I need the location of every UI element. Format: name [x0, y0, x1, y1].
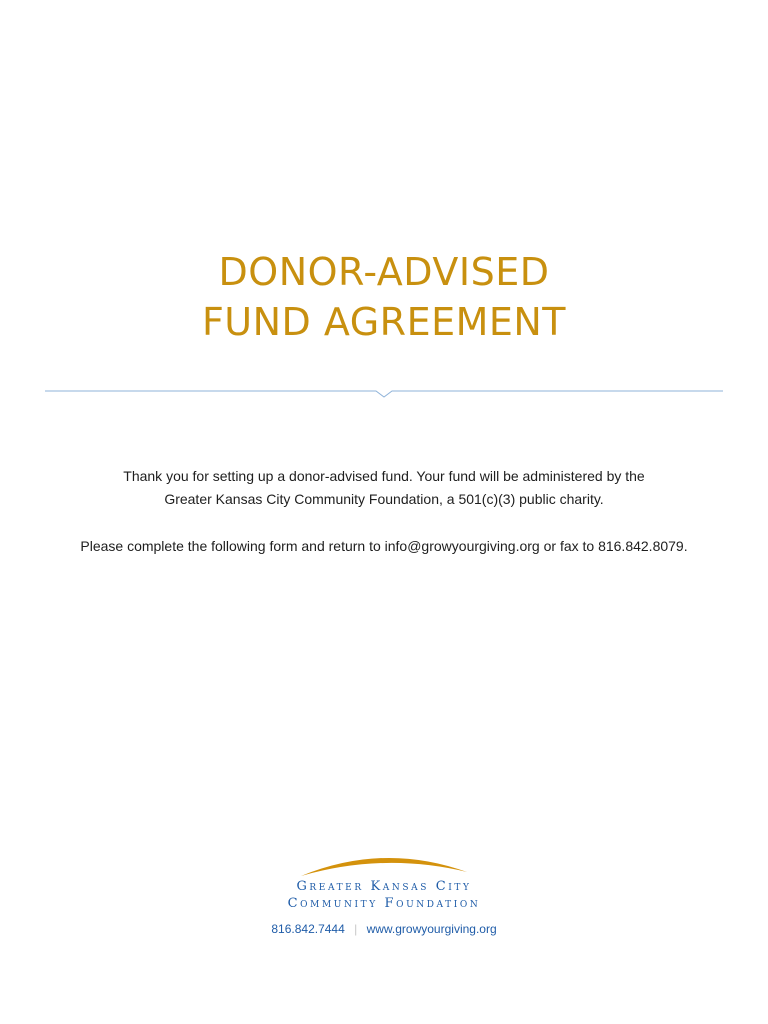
- title-line-2: FUND AGREEMENT: [201, 300, 567, 344]
- foundation-logo: [0, 850, 768, 936]
- arc-logo-shape: [301, 858, 467, 876]
- contact-line: [0, 922, 768, 936]
- document-title: [0, 247, 768, 347]
- org-name-line-2: Community Foundation: [287, 896, 481, 911]
- arc-logo-icon: [299, 850, 469, 878]
- intro-text: [0, 465, 768, 558]
- divider-line: [45, 391, 723, 397]
- contact-separator: |: [354, 922, 358, 936]
- phone-number: 816.842.7444: [271, 922, 345, 936]
- section-divider: [45, 383, 723, 399]
- intro-line-2: Greater Kansas City Community Foundation, a 501(c)(3) public charity.: [164, 491, 604, 507]
- intro-line-1: Thank you for setting up a donor-advised fund. Your fund will be administered by the: [123, 468, 645, 484]
- org-name-line-1: Greater Kansas City: [296, 879, 472, 894]
- website-link[interactable]: www.growyourgiving.org: [366, 922, 497, 936]
- title-line-1: DONOR-ADVISED: [218, 250, 550, 294]
- intro-line-3: Please complete the following form and return to info@growyourgiving.org or fax to 816.842.8079.: [80, 538, 688, 554]
